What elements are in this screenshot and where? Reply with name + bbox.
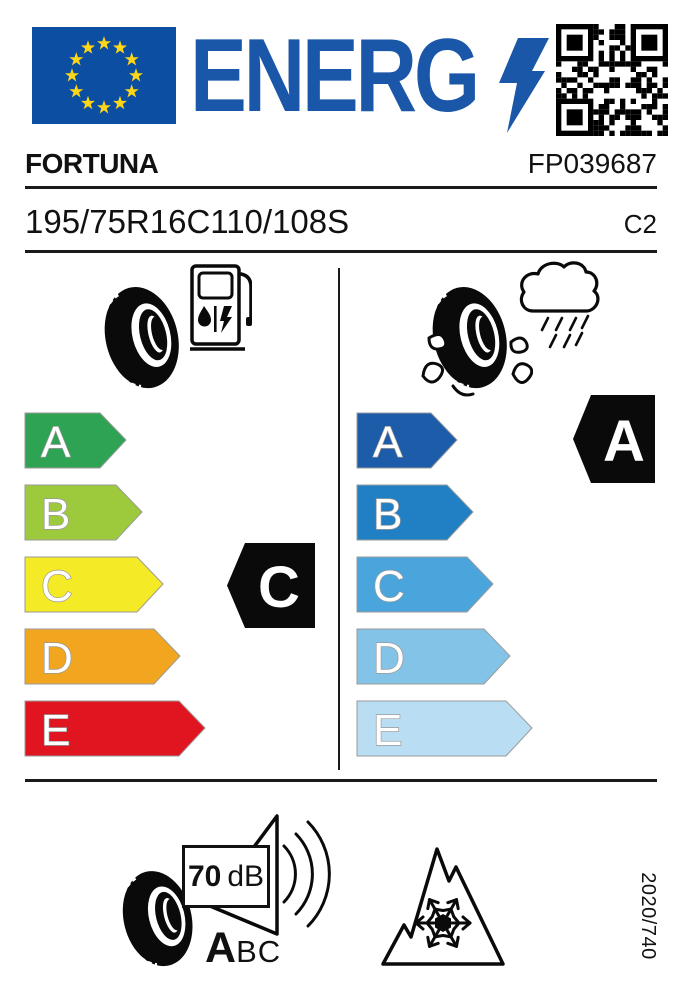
svg-text:D: D: [41, 634, 73, 683]
svg-text:B: B: [373, 490, 403, 539]
scale-arrow-A: [356, 412, 459, 470]
eu-flag: [32, 27, 176, 124]
scale-arrow-B: [24, 484, 144, 542]
divider-rule: [25, 186, 657, 189]
scale-arrow-B: [356, 484, 475, 542]
rain-drops: [542, 316, 588, 347]
svg-text:A: A: [41, 418, 71, 467]
brand-name: FORTUNA: [25, 148, 159, 179]
sound-waves-icon: [276, 820, 340, 930]
svg-text:B: B: [41, 490, 71, 539]
tyre-icon: [95, 278, 185, 398]
model-code: FP039687: [527, 148, 657, 179]
noise-other-classes: BC: [236, 934, 282, 969]
energy-logo-text: ENERG: [190, 18, 477, 134]
svg-text:D: D: [373, 634, 405, 683]
water-splash-icon: [415, 330, 533, 402]
divider-rule: [25, 779, 657, 782]
svg-text:A: A: [373, 418, 403, 467]
noise-unit: dB: [227, 859, 265, 893]
scale-arrow-A: [24, 412, 128, 470]
wet-grip-rating-badge: [573, 395, 656, 483]
energy-lightning-icon: [499, 38, 549, 133]
wet-rating-letter: A: [603, 409, 645, 474]
tyre-class: C2: [623, 209, 657, 239]
svg-text:C: C: [373, 562, 405, 611]
noise-value-box: [182, 845, 270, 908]
tyre-size: 195/75R16C110/108S: [25, 203, 350, 240]
fuel-pump-icon: [190, 262, 252, 352]
rain-cloud-icon: [518, 258, 602, 350]
scale-arrow-E: [356, 700, 534, 758]
svg-text:E: E: [373, 706, 403, 755]
noise-class-letter: A: [205, 924, 237, 972]
fuel-efficiency-rating-badge: [227, 543, 316, 628]
fuel-rating-letter: C: [258, 555, 300, 620]
scale-arrow-C: [24, 556, 165, 614]
scale-arrow-D: [356, 628, 512, 686]
qr-code: [556, 24, 668, 136]
svg-text:E: E: [41, 706, 71, 755]
scale-arrow-C: [356, 556, 495, 614]
regulation-number: 2020/740: [637, 872, 660, 960]
column-divider: [338, 268, 340, 770]
snowflake-mountain-icon: [380, 844, 506, 968]
noise-class: [205, 924, 281, 973]
scale-arrow-E: [24, 700, 207, 758]
svg-text:C: C: [41, 562, 73, 611]
wet-grip-scale: [356, 412, 566, 758]
scale-arrow-D: [24, 628, 182, 686]
fuel-efficiency-scale: [24, 412, 234, 758]
noise-value: 70: [187, 859, 222, 893]
divider-rule: [25, 250, 657, 253]
